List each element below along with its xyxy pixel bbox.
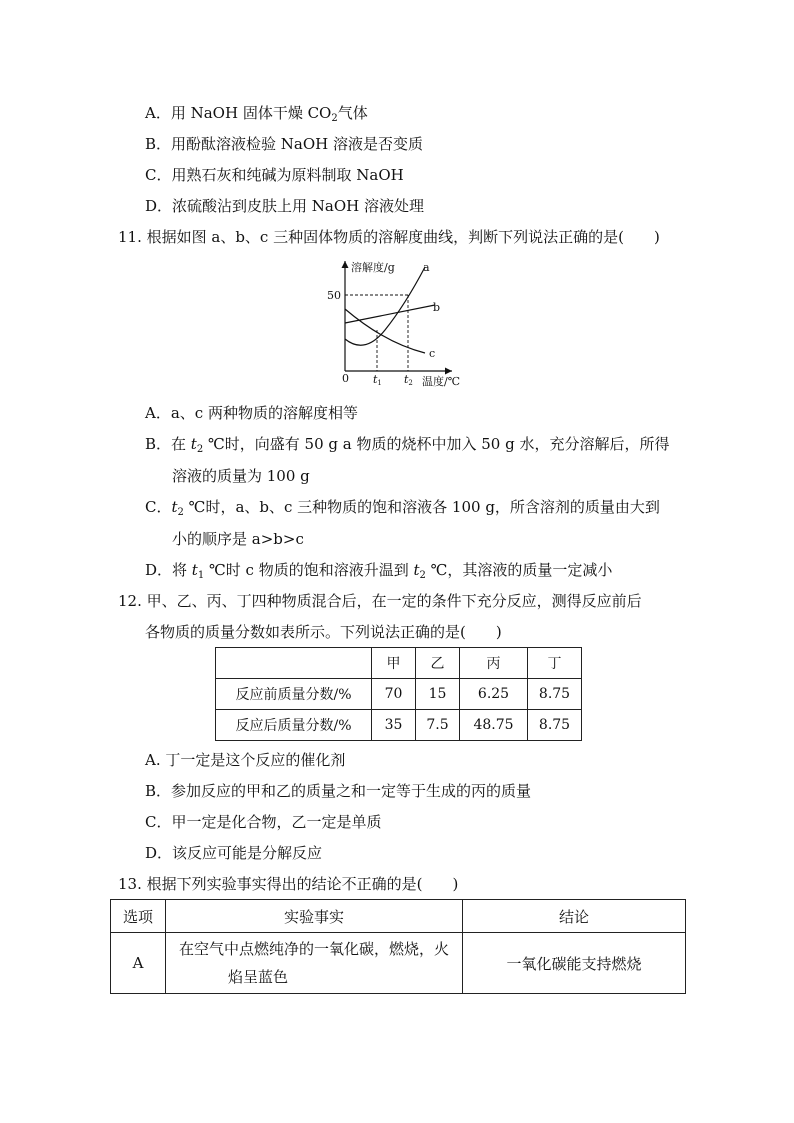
q11-stem: 11. 根据如图 a、b、c 三种固体物质的溶解度曲线，判断下列说法正确的是( ) (118, 228, 660, 246)
q11-option-b-line2: 溶液的质量为 100 g (172, 467, 310, 485)
q11-option-d: D．将 $t_1$ ℃时 c 物质的饱和溶液升温到 $t_2$ ℃，其溶液的质量一定减小 (145, 561, 613, 581)
curve-a-label: a (423, 261, 430, 274)
y-tick-50: 50 (327, 289, 341, 302)
q12-option-b: B．参加反应的甲和乙的质量之和一定等于生成的丙的质量 (145, 782, 532, 800)
q13-table (110, 899, 686, 994)
table-row: A 在空气中点燃纯净的一氧化碳，燃烧，火 焰呈蓝色 一氧化碳能支持燃烧 (111, 933, 686, 994)
table-row: 反应后质量分数/% 35 7.5 48.75 8.75 (216, 710, 582, 741)
q12-stem-line2: 各物质的质量分数如表所示。下列说法正确的是( ) (145, 623, 502, 641)
origin-label: 0 (342, 372, 349, 385)
q12-option-d: D．该反应可能是分解反应 (145, 844, 323, 862)
solubility-curve-graph (325, 255, 470, 390)
q12-stem-line1: 12. 甲、乙、丙、丁四种物质混合后，在一定的条件下充分反应，测得反应前后 (118, 592, 642, 610)
t1-label: t1 (373, 373, 382, 387)
q13-stem: 13. 根据下列实验事实得出的结论不正确的是( ) (118, 875, 459, 893)
y-axis-label: 溶解度/g (351, 261, 395, 274)
q10-option-d: D．浓硫酸沾到皮肤上用 NaOH 溶液处理 (145, 197, 425, 215)
q10-option-c: C．用熟石灰和纯碱为原料制取 NaOH (145, 166, 404, 184)
q12-table (215, 647, 582, 741)
q10-option-b: B．用酚酞溶液检验 NaOH 溶液是否变质 (145, 135, 424, 153)
table-row: 反应前质量分数/% 70 15 6.25 8.75 (216, 679, 582, 710)
table-header-row: 选项 实验事实 结论 (111, 900, 686, 933)
curve-c-label: c (429, 347, 436, 360)
q11-option-b-line1: B．在 $t_2$ ℃时，向盛有 50 g a 物质的烧杯中加入 50 g 水，充分溶解后，所得 (145, 435, 670, 455)
q11-option-a: A．a、c 两种物质的溶解度相等 (145, 404, 358, 422)
t2-label: t2 (404, 373, 413, 387)
curve-b-label: b (433, 301, 441, 314)
table-header-row: 甲 乙 丙 丁 (216, 648, 582, 679)
q12-option-c: C．甲一定是化合物，乙一定是单质 (145, 813, 382, 831)
x-axis-label: 温度/℃ (422, 375, 461, 388)
q12-option-a: A. 丁一定是这个反应的催化剂 (145, 751, 346, 769)
q11-option-c-line1: C．$t_2$ ℃时，a、b、c 三种物质的饱和溶液各 100 g，所含溶剂的质量由大到 (145, 498, 660, 518)
q10-option-a: A．用 NaOH 固体干燥 $CO_2$气体 (145, 104, 368, 124)
curve-a (345, 267, 425, 345)
q11-option-c-line2: 小的顺序是 a>b>c (172, 530, 304, 548)
